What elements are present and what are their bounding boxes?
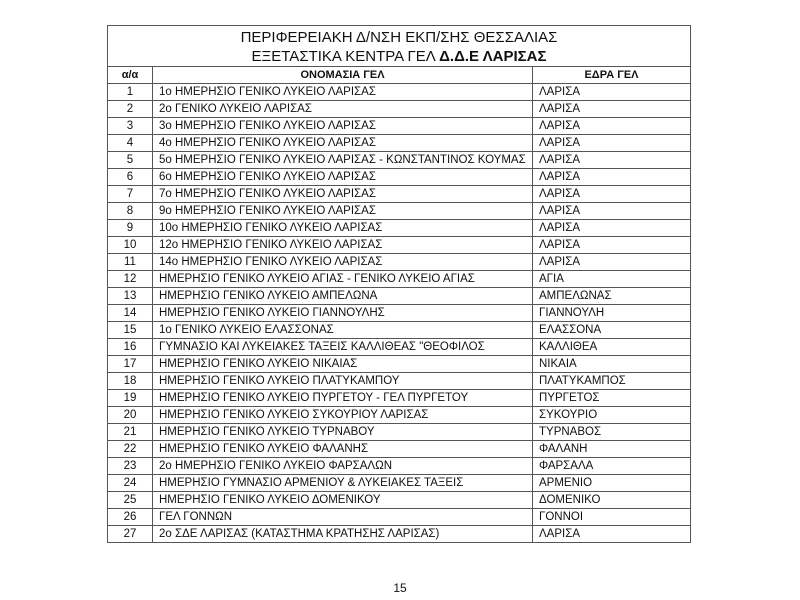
cell-number: 13 bbox=[108, 288, 153, 305]
page-number: 15 bbox=[393, 581, 407, 595]
cell-seat: ΣΥΚΟΥΡΙΟ bbox=[533, 407, 691, 424]
col-header-number: α/α bbox=[108, 67, 153, 84]
cell-seat: ΛΑΡΙΣΑ bbox=[533, 118, 691, 135]
cell-name: 3ο ΗΜΕΡΗΣΙΟ ΓΕΝΙΚΟ ΛΥΚΕΙΟ ΛΑΡΙΣΑΣ bbox=[153, 118, 533, 135]
table-row bbox=[108, 424, 691, 441]
cell-name: ΗΜΕΡΗΣΙΟ ΓΕΝΙΚΟ ΛΥΚΕΙΟ ΑΓΙΑΣ - ΓΕΝΙΚΟ ΛΥΚΕΙΟ ΑΓΙΑΣ bbox=[153, 271, 533, 288]
cell-seat: ΛΑΡΙΣΑ bbox=[533, 237, 691, 254]
cell-seat: ΛΑΡΙΣΑ bbox=[533, 152, 691, 169]
cell-number: 17 bbox=[108, 356, 153, 373]
table-title bbox=[108, 26, 691, 67]
cell-number: 15 bbox=[108, 322, 153, 339]
table-row bbox=[108, 492, 691, 509]
cell-seat: ΛΑΡΙΣΑ bbox=[533, 526, 691, 543]
cell-number: 6 bbox=[108, 169, 153, 186]
table-row bbox=[108, 322, 691, 339]
cell-name: ΓΕΛ ΓΟΝΝΩΝ bbox=[153, 509, 533, 526]
cell-seat: ΦΑΡΣΑΛΑ bbox=[533, 458, 691, 475]
cell-name: 1ο ΓΕΝΙΚΟ ΛΥΚΕΙΟ ΕΛΑΣΣΟΝΑΣ bbox=[153, 322, 533, 339]
table-row bbox=[108, 169, 691, 186]
cell-number: 25 bbox=[108, 492, 153, 509]
cell-number: 14 bbox=[108, 305, 153, 322]
cell-seat: ΔΟΜΕΝΙΚΟ bbox=[533, 492, 691, 509]
table-row bbox=[108, 526, 691, 543]
cell-name: 6ο ΗΜΕΡΗΣΙΟ ΓΕΝΙΚΟ ΛΥΚΕΙΟ ΛΑΡΙΣΑΣ bbox=[153, 169, 533, 186]
cell-seat: ΑΜΠΕΛΩΝΑΣ bbox=[533, 288, 691, 305]
cell-number: 5 bbox=[108, 152, 153, 169]
cell-seat: ΠΥΡΓΕΤΟΣ bbox=[533, 390, 691, 407]
cell-number: 19 bbox=[108, 390, 153, 407]
cell-name: 4ο ΗΜΕΡΗΣΙΟ ΓΕΝΙΚΟ ΛΥΚΕΙΟ ΛΑΡΙΣΑΣ bbox=[153, 135, 533, 152]
cell-name: ΗΜΕΡΗΣΙΟ ΓΕΝΙΚΟ ΛΥΚΕΙΟ ΦΑΛΑΝΗΣ bbox=[153, 441, 533, 458]
cell-name: 2ο ΣΔΕ ΛΑΡΙΣΑΣ (ΚΑΤΑΣΤΗΜΑ ΚΡΑΤΗΣΗΣ ΛΑΡΙΣΑΣ) bbox=[153, 526, 533, 543]
cell-name: ΗΜΕΡΗΣΙΟ ΓΕΝΙΚΟ ΛΥΚΕΙΟ ΔΟΜΕΝΙΚΟΥ bbox=[153, 492, 533, 509]
table-row bbox=[108, 305, 691, 322]
cell-number: 1 bbox=[108, 84, 153, 101]
cell-name: 2ο ΓΕΝΙΚΟ ΛΥΚΕΙΟ ΛΑΡΙΣΑΣ bbox=[153, 101, 533, 118]
table-row bbox=[108, 475, 691, 492]
cell-seat: ΛΑΡΙΣΑ bbox=[533, 169, 691, 186]
cell-seat: ΚΑΛΛΙΘΕΑ bbox=[533, 339, 691, 356]
cell-name: ΗΜΕΡΗΣΙΟ ΓΕΝΙΚΟ ΛΥΚΕΙΟ ΝΙΚΑΙΑΣ bbox=[153, 356, 533, 373]
cell-number: 24 bbox=[108, 475, 153, 492]
cell-seat: ΓΙΑΝΝΟΥΛΗ bbox=[533, 305, 691, 322]
table-row bbox=[108, 118, 691, 135]
cell-name: ΓΥΜΝΑΣΙΟ ΚΑΙ ΛΥΚΕΙΑΚΕΣ ΤΑΞΕΙΣ ΚΑΛΛΙΘΕΑΣ "ΘΕΟΦΙΛΟΣ bbox=[153, 339, 533, 356]
table-row bbox=[108, 509, 691, 526]
cell-name: 12ο ΗΜΕΡΗΣΙΟ ΓΕΝΙΚΟ ΛΥΚΕΙΟ ΛΑΡΙΣΑΣ bbox=[153, 237, 533, 254]
title-line-2-bold: Δ.Δ.Ε ΛΑΡΙΣΑΣ bbox=[439, 47, 547, 65]
cell-number: 18 bbox=[108, 373, 153, 390]
cell-seat: ΛΑΡΙΣΑ bbox=[533, 101, 691, 118]
table-row bbox=[108, 186, 691, 203]
table-row bbox=[108, 441, 691, 458]
cell-seat: ΦΑΛΑΝΗ bbox=[533, 441, 691, 458]
cell-seat: ΛΑΡΙΣΑ bbox=[533, 84, 691, 101]
cell-seat: ΑΡΜΕΝΙΟ bbox=[533, 475, 691, 492]
table-row bbox=[108, 84, 691, 101]
table-row bbox=[108, 339, 691, 356]
cell-number: 22 bbox=[108, 441, 153, 458]
cell-name: ΗΜΕΡΗΣΙΟ ΓΕΝΙΚΟ ΛΥΚΕΙΟ ΠΥΡΓΕΤΟΥ - ΓΕΛ ΠΥΡΓΕΤΟΥ bbox=[153, 390, 533, 407]
table-row bbox=[108, 152, 691, 169]
cell-seat: ΤΥΡΝΑΒΟΣ bbox=[533, 424, 691, 441]
cell-number: 27 bbox=[108, 526, 153, 543]
cell-number: 7 bbox=[108, 186, 153, 203]
cell-seat: ΑΓΙΑ bbox=[533, 271, 691, 288]
cell-number: 9 bbox=[108, 220, 153, 237]
cell-seat: ΛΑΡΙΣΑ bbox=[533, 220, 691, 237]
cell-name: 7ο ΗΜΕΡΗΣΙΟ ΓΕΝΙΚΟ ΛΥΚΕΙΟ ΛΑΡΙΣΑΣ bbox=[153, 186, 533, 203]
table-row bbox=[108, 254, 691, 271]
title-line-2 bbox=[108, 47, 690, 66]
table-row bbox=[108, 101, 691, 118]
table-row bbox=[108, 135, 691, 152]
cell-seat: ΓΟΝΝΟΙ bbox=[533, 509, 691, 526]
cell-name: 2ο ΗΜΕΡΗΣΙΟ ΓΕΝΙΚΟ ΛΥΚΕΙΟ ΦΑΡΣΑΛΩΝ bbox=[153, 458, 533, 475]
table-row bbox=[108, 288, 691, 305]
cell-seat: ΝΙΚΑΙΑ bbox=[533, 356, 691, 373]
table-row bbox=[108, 407, 691, 424]
table-row bbox=[108, 390, 691, 407]
cell-name: 10ο ΗΜΕΡΗΣΙΟ ΓΕΝΙΚΟ ΛΥΚΕΙΟ ΛΑΡΙΣΑΣ bbox=[153, 220, 533, 237]
cell-seat: ΛΑΡΙΣΑ bbox=[533, 203, 691, 220]
header-row bbox=[108, 67, 691, 84]
cell-number: 8 bbox=[108, 203, 153, 220]
cell-number: 21 bbox=[108, 424, 153, 441]
table-row bbox=[108, 356, 691, 373]
cell-number: 16 bbox=[108, 339, 153, 356]
cell-seat: ΛΑΡΙΣΑ bbox=[533, 186, 691, 203]
cell-number: 10 bbox=[108, 237, 153, 254]
cell-name: ΗΜΕΡΗΣΙΟ ΓΕΝΙΚΟ ΛΥΚΕΙΟ ΣΥΚΟΥΡΙΟΥ ΛΑΡΙΣΑΣ bbox=[153, 407, 533, 424]
cell-number: 4 bbox=[108, 135, 153, 152]
table-row bbox=[108, 237, 691, 254]
cell-number: 11 bbox=[108, 254, 153, 271]
cell-name: ΗΜΕΡΗΣΙΟ ΓΕΝΙΚΟ ΛΥΚΕΙΟ ΓΙΑΝΝΟΥΛΗΣ bbox=[153, 305, 533, 322]
cell-number: 20 bbox=[108, 407, 153, 424]
table-row bbox=[108, 458, 691, 475]
cell-name: ΗΜΕΡΗΣΙΟ ΓΕΝΙΚΟ ΛΥΚΕΙΟ ΤΥΡΝΑΒΟΥ bbox=[153, 424, 533, 441]
cell-name: 1ο ΗΜΕΡΗΣΙΟ ΓΕΝΙΚΟ ΛΥΚΕΙΟ ΛΑΡΙΣΑΣ bbox=[153, 84, 533, 101]
col-header-name: ΟΝΟΜΑΣΙΑ ΓΕΛ bbox=[153, 67, 533, 84]
cell-number: 2 bbox=[108, 101, 153, 118]
cell-number: 23 bbox=[108, 458, 153, 475]
cell-seat: ΛΑΡΙΣΑ bbox=[533, 254, 691, 271]
title-line-1: ΠΕΡΙΦΕΡΕΙΑΚΗ Δ/ΝΣΗ ΕΚΠ/ΣΗΣ ΘΕΣΣΑΛΙΑΣ bbox=[240, 28, 558, 46]
exam-centers-table bbox=[107, 25, 691, 543]
cell-name: ΗΜΕΡΗΣΙΟ ΓΕΝΙΚΟ ΛΥΚΕΙΟ ΑΜΠΕΛΩΝΑ bbox=[153, 288, 533, 305]
table-row bbox=[108, 220, 691, 237]
cell-seat: ΛΑΡΙΣΑ bbox=[533, 135, 691, 152]
table-row bbox=[108, 373, 691, 390]
cell-number: 12 bbox=[108, 271, 153, 288]
cell-name: 14ο ΗΜΕΡΗΣΙΟ ΓΕΝΙΚΟ ΛΥΚΕΙΟ ΛΑΡΙΣΑΣ bbox=[153, 254, 533, 271]
cell-number: 26 bbox=[108, 509, 153, 526]
cell-seat: ΠΛΑΤΥΚΑΜΠΟΣ bbox=[533, 373, 691, 390]
title-line-2-prefix: ΕΞΕΤΑΣΤΙΚΑ ΚΕΝΤΡΑ ΓΕΛ bbox=[251, 47, 440, 65]
table-row bbox=[108, 203, 691, 220]
col-header-seat: ΕΔΡΑ ΓΕΛ bbox=[533, 67, 691, 84]
cell-name: 5ο ΗΜΕΡΗΣΙΟ ΓΕΝΙΚΟ ΛΥΚΕΙΟ ΛΑΡΙΣΑΣ - ΚΩΝΣΤΑΝΤΙΝΟΣ ΚΟΥΜΑΣ bbox=[153, 152, 533, 169]
cell-name: ΗΜΕΡΗΣΙΟ ΓΥΜΝΑΣΙΟ ΑΡΜΕΝΙΟΥ & ΛΥΚΕΙΑΚΕΣ ΤΑΞΕΙΣ bbox=[153, 475, 533, 492]
cell-name: 9ο ΗΜΕΡΗΣΙΟ ΓΕΝΙΚΟ ΛΥΚΕΙΟ ΛΑΡΙΣΑΣ bbox=[153, 203, 533, 220]
cell-number: 3 bbox=[108, 118, 153, 135]
cell-name: ΗΜΕΡΗΣΙΟ ΓΕΝΙΚΟ ΛΥΚΕΙΟ ΠΛΑΤΥΚΑΜΠΟΥ bbox=[153, 373, 533, 390]
table-row bbox=[108, 271, 691, 288]
cell-seat: ΕΛΑΣΣΟΝΑ bbox=[533, 322, 691, 339]
